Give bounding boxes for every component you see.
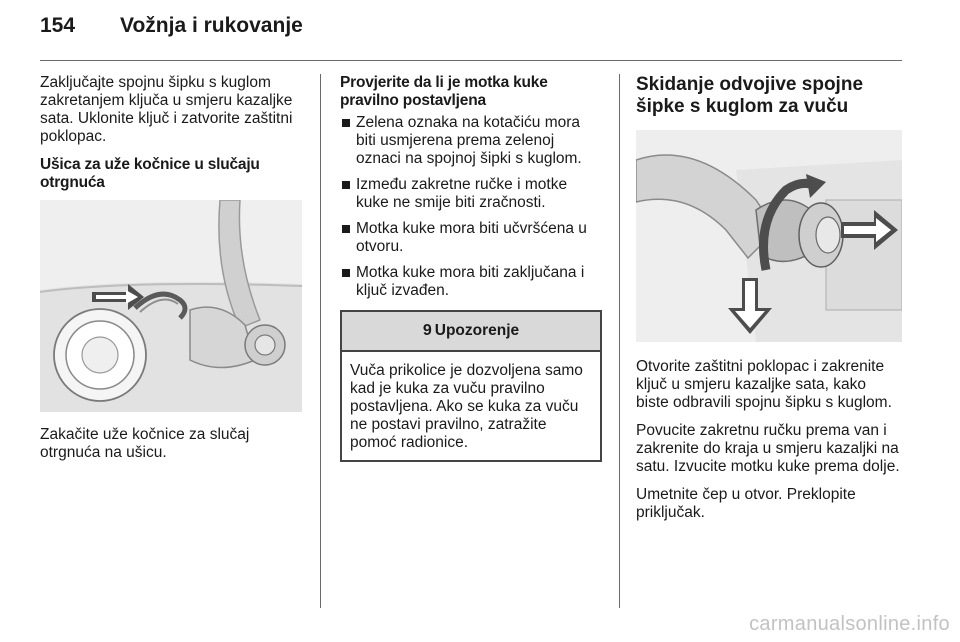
- step-paragraph-1: Otvorite zaštitni poklopac i zakrenite ključ u smjeru kazaljke sata, kako biste odbravili spojnu šipku s kuglom.: [636, 358, 892, 411]
- list-item: [340, 176, 602, 212]
- bullet-square-icon: [342, 225, 350, 233]
- column-middle: [340, 74, 602, 462]
- list-item-text: Zelena oznaka na kotačiću mora biti usmjerena prema zelenoj oznaci na spojnoj šipki s kuglom.: [356, 114, 582, 167]
- list-item: [340, 220, 602, 256]
- page-title: Vožnja i rukovanje: [120, 14, 303, 37]
- column-divider-2: [619, 74, 620, 608]
- check-list: [340, 114, 602, 300]
- warning-icon: 9: [422, 322, 432, 339]
- list-item: [340, 264, 602, 300]
- step-paragraph-3: Umetnite čep u otvor. Preklopite priključak.: [636, 486, 856, 521]
- bullet-square-icon: [342, 119, 350, 127]
- warning-box: [340, 310, 602, 462]
- brake-cable-eyelet-illustration: [40, 200, 302, 412]
- step-paragraph-2: Povucite zakretnu ručku prema van i zakrenite do kraja u smjeru kazaljki na satu. Izvucite motku kuke prema dolje.: [636, 422, 900, 475]
- warning-title: Upozorenje: [434, 322, 520, 339]
- warning-body: [342, 352, 600, 460]
- bullet-square-icon: [342, 269, 350, 277]
- check-subheading: Provjerite da li je motka kuke pravilno postavljena: [340, 74, 548, 109]
- intro-paragraph: Zaključajte spojnu šipku s kuglom zakretanjem ključa u smjeru kazaljke sata. Uklonite ključ i zatvorite zaštitni poklopac.: [40, 74, 293, 145]
- ball-bar-removal-illustration: [636, 130, 902, 342]
- warning-header: [342, 312, 600, 352]
- brake-cable-caption: Zakačite uže kočnice za slučaj otrgnuća na ušicu.: [40, 426, 250, 461]
- column-left: [40, 74, 302, 472]
- list-item-text: Između zakretne ručke i motke kuke ne smije biti zračnosti.: [356, 176, 568, 211]
- list-item-text: Motka kuke mora biti zaključana i ključ izvađen.: [356, 264, 585, 299]
- header-divider: [40, 60, 902, 61]
- column-divider-1: [320, 74, 321, 608]
- bullet-square-icon: [342, 181, 350, 189]
- list-item: [340, 114, 602, 168]
- page-header: [40, 14, 303, 54]
- watermark: carmanualsonline.info: [749, 613, 950, 635]
- column-right: [636, 74, 902, 532]
- page-number: 154: [40, 14, 76, 37]
- brake-cable-subheading: Ušica za uže kočnice u slučaju otrgnuća: [40, 156, 260, 191]
- warning-text: Vuča prikolice je dozvoljena samo kad je kuka za vuču pravilno postavljena. Ako se kuka za vuču ne postavi pravilno, zatražite pomoć radionice.: [350, 362, 583, 451]
- section-heading: Skidanje odvojive spojne šipke s kuglom za vuču: [636, 74, 864, 117]
- list-item-text: Motka kuke mora biti učvršćena u otvoru.: [356, 220, 587, 255]
